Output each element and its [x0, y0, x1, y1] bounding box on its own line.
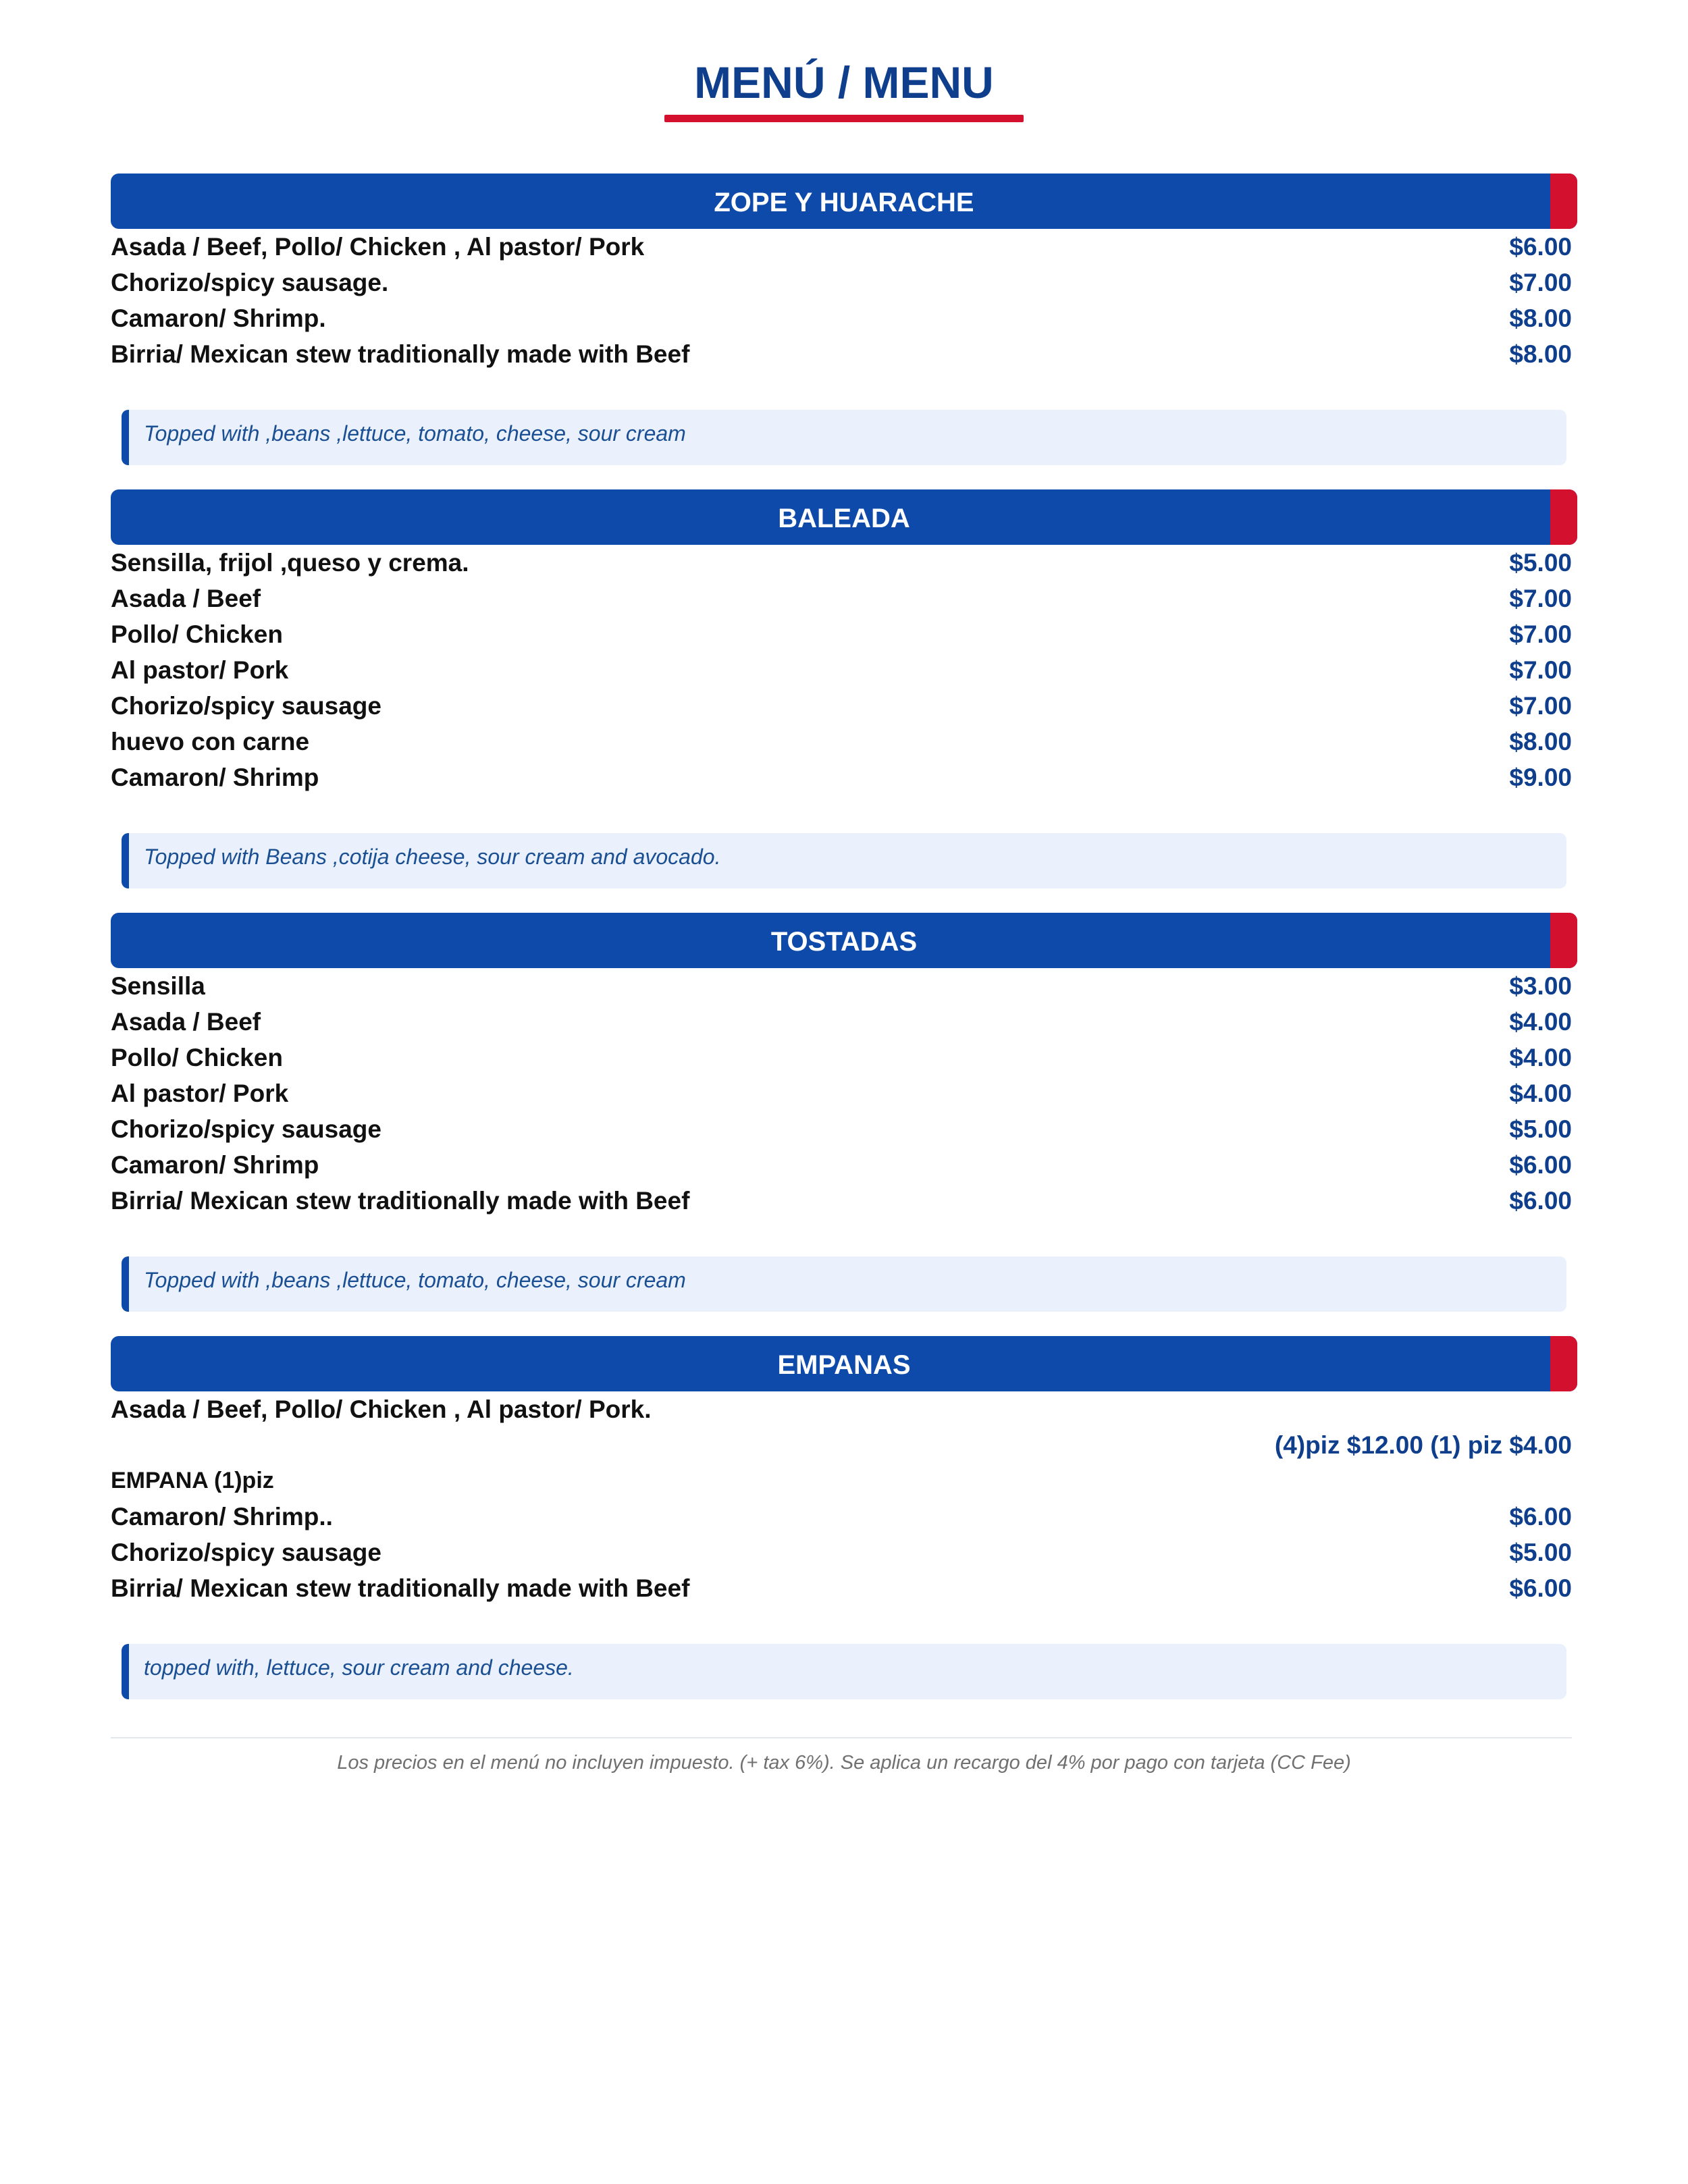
item-name: Pollo/ Chicken	[111, 620, 283, 648]
section-title: EMPANAS	[777, 1350, 911, 1380]
item-price: $8.00	[1509, 304, 1572, 332]
menu-item	[111, 1463, 1572, 1499]
item-list	[111, 545, 1572, 795]
section-header-accent	[1550, 1336, 1577, 1391]
menu-section	[111, 1336, 1577, 1699]
item-name: EMPANA (1)piz	[111, 1468, 274, 1493]
item-price: $7.00	[1509, 656, 1572, 684]
item-price: $6.00	[1509, 233, 1572, 261]
item-name: Sensilla	[111, 972, 205, 1000]
section-note: Topped with ,beans ,lettuce, tomato, cheese, sour cream	[122, 410, 1566, 465]
menu-item	[111, 545, 1572, 581]
item-price: (4)piz $12.00 (1) piz $4.00	[1274, 1431, 1572, 1459]
menu-item	[111, 1570, 1572, 1606]
item-price: $7.00	[1509, 692, 1572, 720]
item-name: Sensilla, frijol ,queso y crema.	[111, 549, 469, 577]
menu-item	[111, 1427, 1572, 1463]
item-price: $6.00	[1509, 1503, 1572, 1530]
menu-item	[111, 968, 1572, 1004]
menu-item	[111, 336, 1572, 372]
section-header	[111, 174, 1577, 229]
item-price: $5.00	[1509, 1539, 1572, 1566]
menu-item	[111, 1004, 1572, 1040]
item-name: Al pastor/ Pork	[111, 1080, 289, 1107]
item-price: $8.00	[1509, 340, 1572, 368]
menu-section	[111, 913, 1577, 1312]
menu-item	[111, 760, 1572, 795]
menu-item	[111, 1147, 1572, 1183]
menu-item	[111, 1391, 1572, 1427]
item-name: Chorizo/spicy sausage.	[111, 269, 389, 296]
item-price: $4.00	[1509, 1080, 1572, 1107]
item-price: $7.00	[1509, 585, 1572, 612]
section-title: ZOPE Y HUARACHE	[714, 188, 974, 217]
menu-sections	[111, 174, 1577, 1699]
item-name: Chorizo/spicy sausage	[111, 692, 381, 720]
section-header-accent	[1550, 913, 1577, 968]
item-price: $7.00	[1509, 269, 1572, 296]
footer-divider	[111, 1737, 1572, 1738]
section-note: Topped with ,beans ,lettuce, tomato, cheese, sour cream	[122, 1256, 1566, 1312]
menu-item	[111, 1535, 1572, 1570]
item-name: Pollo/ Chicken	[111, 1044, 283, 1071]
item-name: huevo con carne	[111, 728, 310, 755]
menu-item	[111, 581, 1572, 616]
footer-note: Los precios en el menú no incluyen impuesto. (+ tax 6%). Se aplica un recargo del 4% por pago con tarjeta (CC Fee)	[337, 1752, 1351, 1774]
menu-item	[111, 652, 1572, 688]
item-name: Birria/ Mexican stew traditionally made with Beef	[111, 340, 690, 368]
item-name: Birria/ Mexican stew traditionally made with Beef	[111, 1574, 690, 1602]
item-list	[111, 968, 1572, 1219]
item-price: $6.00	[1509, 1187, 1572, 1215]
item-name: Camaron/ Shrimp	[111, 764, 319, 791]
item-name: Camaron/ Shrimp	[111, 1151, 319, 1179]
item-list	[111, 229, 1572, 372]
section-header-accent	[1550, 489, 1577, 545]
section-header	[111, 489, 1577, 545]
item-price: $5.00	[1509, 1115, 1572, 1143]
menu-item	[111, 1183, 1572, 1219]
menu-item	[111, 300, 1572, 336]
item-name: Asada / Beef	[111, 1008, 261, 1036]
section-note: Topped with Beans ,cotija cheese, sour cream and avocado.	[122, 833, 1566, 888]
item-name: Asada / Beef, Pollo/ Chicken , Al pastor/ Pork.	[111, 1395, 652, 1423]
item-price: $6.00	[1509, 1574, 1572, 1602]
item-price: $4.00	[1509, 1044, 1572, 1071]
section-title: BALEADA	[778, 504, 910, 533]
item-price: $4.00	[1509, 1008, 1572, 1036]
item-list	[111, 1391, 1572, 1606]
item-name: Camaron/ Shrimp..	[111, 1503, 333, 1530]
item-name: Asada / Beef, Pollo/ Chicken , Al pastor/ Pork	[111, 233, 645, 261]
item-name: Al pastor/ Pork	[111, 656, 289, 684]
section-note: topped with, lettuce, sour cream and cheese.	[122, 1644, 1566, 1699]
page-title: MENÚ / MENU	[694, 57, 994, 107]
menu-item	[111, 265, 1572, 300]
item-price: $5.00	[1509, 549, 1572, 577]
item-name: Asada / Beef	[111, 585, 261, 612]
item-price: $3.00	[1509, 972, 1572, 1000]
item-name: Camaron/ Shrimp.	[111, 304, 326, 332]
menu-item	[111, 688, 1572, 724]
menu-item	[111, 1499, 1572, 1535]
menu-page	[111, 0, 1577, 1774]
menu-item	[111, 1075, 1572, 1111]
section-header	[111, 1336, 1577, 1391]
section-header	[111, 913, 1577, 968]
menu-section	[111, 489, 1577, 888]
section-header-accent	[1550, 174, 1577, 229]
menu-item	[111, 616, 1572, 652]
section-title: TOSTADAS	[770, 927, 918, 957]
menu-item	[111, 1040, 1572, 1075]
item-price: $8.00	[1509, 728, 1572, 755]
item-price: $9.00	[1509, 764, 1572, 791]
item-name: Chorizo/spicy sausage	[111, 1115, 381, 1143]
menu-item	[111, 724, 1572, 760]
item-name: Chorizo/spicy sausage	[111, 1539, 381, 1566]
menu-section	[111, 174, 1577, 465]
item-price: $6.00	[1509, 1151, 1572, 1179]
item-name: Birria/ Mexican stew traditionally made with Beef	[111, 1187, 690, 1215]
menu-item	[111, 229, 1572, 265]
title-underline	[664, 115, 1024, 122]
menu-item	[111, 1111, 1572, 1147]
item-price: $7.00	[1509, 620, 1572, 648]
